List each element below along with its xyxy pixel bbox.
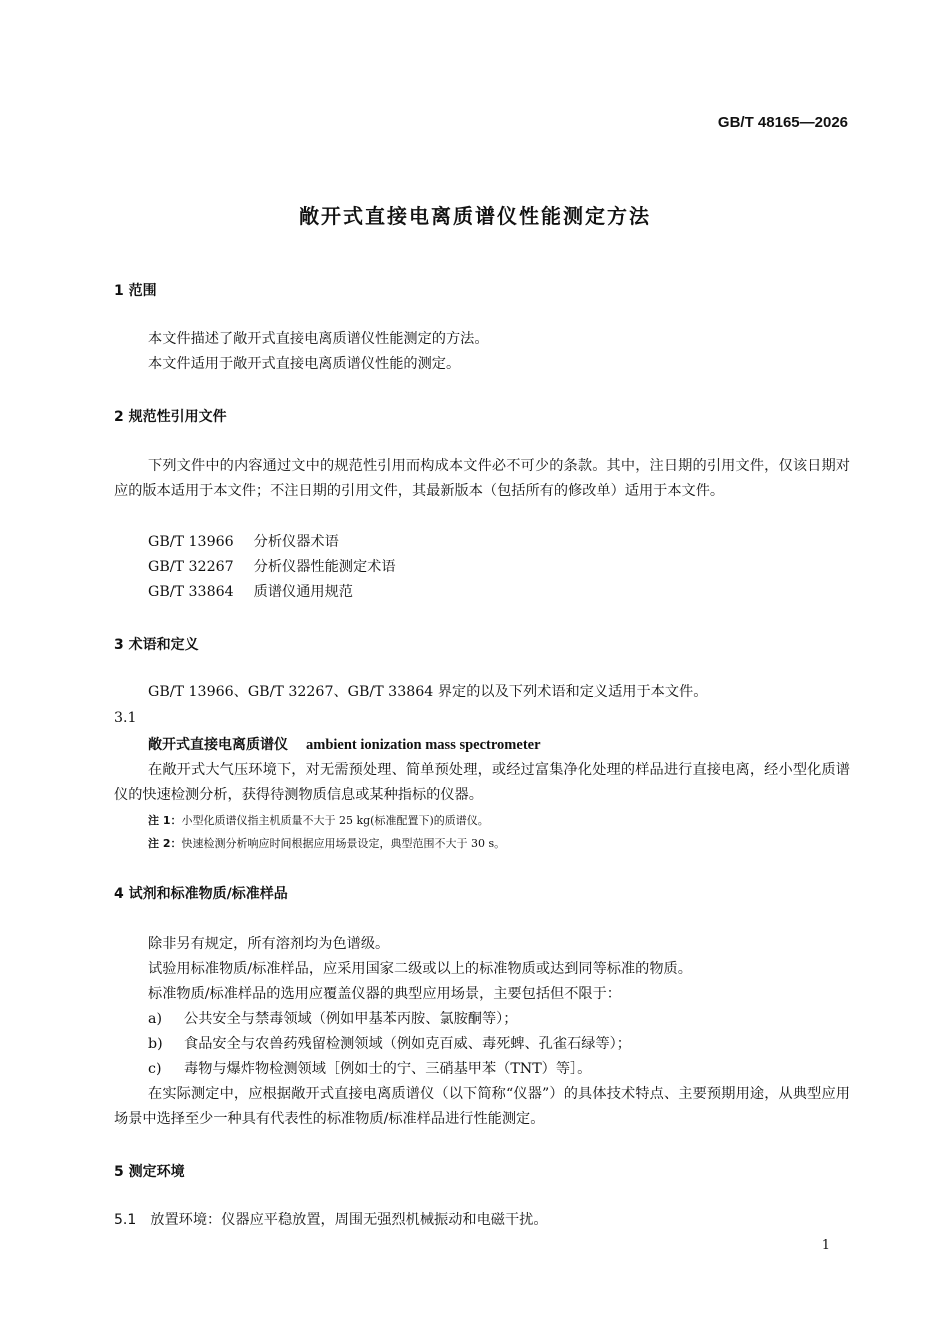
note-1-text: 小型化质谱仪指主机质量不大于 25 kg(标准配置下)的质谱仪。 — [181, 814, 489, 827]
term-definition: 在敞开式大气压环境下，对无需预处理、简单预处理，或经过富集净化处理的样品进行直接电离，经小型化质谱仪的快速检测分析，获得待测物质信息或某种指标的仪器。 — [114, 762, 850, 803]
term-chinese: 敞开式直接电离质谱仪 — [148, 737, 288, 753]
section-1-para-2: 本文件适用于敞开式直接电离质谱仪性能的测定。 — [148, 356, 461, 372]
clause-5-1 — [114, 1208, 548, 1233]
reference-name: 分析仪器性能测定术语 — [253, 559, 396, 575]
note-1 — [148, 812, 489, 828]
term-english: ambient ionization mass spectrometer — [306, 737, 541, 753]
note-2-text: 快速检测分析响应时间根据应用场景设定，典型范围不大于 30 s。 — [181, 837, 506, 850]
standard-number: GB/T 48165—2026 — [717, 114, 848, 131]
section-4-para-1: 除非另有规定，所有溶剂均为色谱级。 — [148, 936, 390, 952]
reference-code: GB/T 33864 — [148, 584, 234, 600]
note-2 — [148, 835, 505, 851]
reference-name: 质谱仪通用规范 — [253, 584, 353, 600]
reference-item — [148, 530, 339, 555]
section-3-heading: 3 术语和定义 — [114, 637, 199, 653]
section-1-para-1: 本文件描述了敞开式直接电离质谱仪性能测定的方法。 — [148, 331, 489, 347]
section-5-heading: 5 测定环境 — [114, 1164, 185, 1180]
list-item-text: 食品安全与农兽药残留检测领域（例如克百威、毒死蜱、孔雀石绿等）； — [184, 1036, 631, 1052]
section-4-heading: 4 试剂和标准物质/标准样品 — [114, 886, 288, 902]
clause-5-1-number: 5.1 — [114, 1212, 137, 1228]
list-item-text: 毒物与爆炸物检测领域［例如士的宁、三硝基甲苯（TNT）等］。 — [184, 1061, 592, 1077]
reference-code: GB/T 32267 — [148, 559, 234, 575]
page-number: 1 — [821, 1238, 830, 1253]
section-2-para-1: 下列文件中的内容通过文中的规范性引用而构成本文件必不可少的条款。其中，注日期的引用文件，仅该日期对应的版本适用于本文件；不注日期的引用文件，其最新版本（包括所有的修改单）适用于本文件。 — [114, 458, 850, 499]
reference-name: 分析仪器术语 — [253, 534, 339, 550]
reference-item — [148, 555, 396, 580]
list-item-label: a) — [148, 1011, 162, 1027]
note-2-label: 注 2： — [148, 837, 182, 850]
list-item-label: b) — [148, 1036, 163, 1052]
note-1-label: 注 1： — [148, 814, 182, 827]
section-4-para-2: 试验用标准物质/标准样品，应采用国家二级或以上的标准物质或达到同等标准的物质。 — [148, 961, 692, 977]
section-2-heading: 2 规范性引用文件 — [114, 409, 227, 425]
section-4-para-4: 在实际测定中，应根据敞开式直接电离质谱仪（以下简称“仪器”）的具体技术特点、主要预期用途，从典型应用场景中选择至少一种具有代表性的标准物质/标准样品进行性能测定。 — [114, 1086, 850, 1127]
reference-code: GB/T 13966 — [148, 534, 234, 550]
document-title: 敞开式直接电离质谱仪性能测定方法 — [299, 204, 651, 228]
list-item — [148, 1057, 591, 1082]
list-item — [148, 1032, 631, 1057]
clause-3-1-number: 3.1 — [114, 710, 137, 726]
section-1-heading: 1 范围 — [114, 283, 157, 299]
reference-item — [148, 580, 353, 605]
clause-5-1-text: 放置环境：仪器应平稳放置，周围无强烈机械振动和电磁干扰。 — [150, 1212, 548, 1228]
term-entry — [148, 734, 541, 754]
list-item-label: c) — [148, 1061, 162, 1077]
list-item-text: 公共安全与禁毒领域（例如甲基苯丙胺、氯胺酮等）； — [184, 1011, 518, 1027]
list-item — [148, 1007, 517, 1032]
section-3-para-1: GB/T 13966、GB/T 32267、GB/T 33864 界定的以及下列术语和定义适用于本文件。 — [148, 684, 708, 700]
section-4-para-3: 标准物质/标准样品的选用应覆盖仪器的典型应用场景，主要包括但不限于： — [148, 986, 621, 1002]
